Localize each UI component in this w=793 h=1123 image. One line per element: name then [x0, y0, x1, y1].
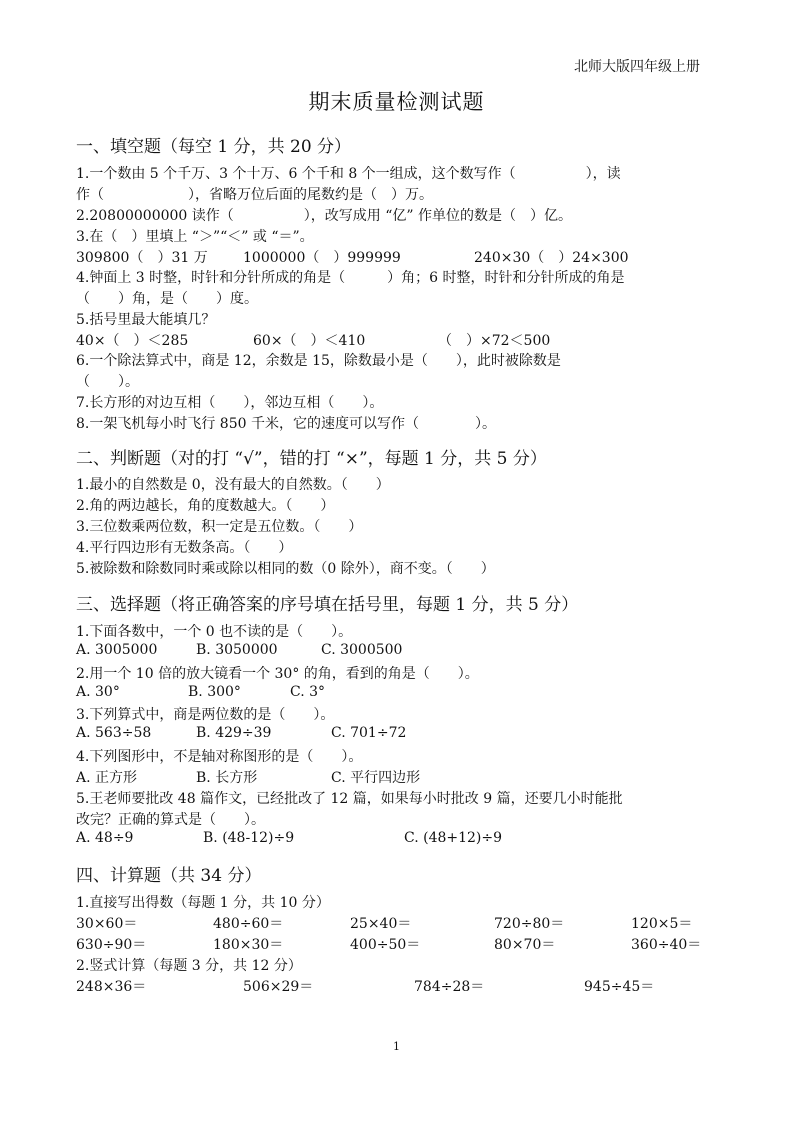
compare-item: 1000000（ ）999999: [243, 250, 401, 266]
option-b: B. 300°: [188, 684, 241, 700]
calc-item: 480÷60＝: [213, 916, 284, 932]
calc-item: 784÷28＝: [414, 979, 485, 995]
question-line: 7.长方形的对边互相（ ），邻边互相（ ）。: [76, 395, 384, 411]
question-stem: 4.下列图形中，不是轴对称图形的是（ ）。: [76, 749, 363, 765]
fill-item: 60×（ ）＜410: [253, 333, 366, 349]
option-c: C. (48+12)÷9: [404, 830, 503, 846]
fill-item: 40×（ ）＜285: [76, 333, 189, 349]
question-stem: 3.下列算式中，商是两位数的是（ ）。: [76, 707, 335, 723]
calc-item: 945÷45＝: [584, 979, 655, 995]
question-line: 6.一个除法算式中，商是 12，余数是 15，除数最小是（ ），此时被除数是: [76, 353, 561, 369]
option-b: B. 3050000: [196, 642, 278, 658]
question-line: 2.角的两边越长，角的度数越大。（ ）: [76, 498, 335, 514]
calc-item: 25×40＝: [350, 916, 412, 932]
question-stem: 改完？正确的算式是（ ）。: [76, 812, 265, 828]
calc-item: 400÷50＝: [350, 937, 421, 953]
question-line: 4.钟面上 3 时整，时针和分针所成的角是（ ）角；6 时整，时针和分针所成的角是: [76, 270, 625, 286]
calc-item: 630÷90＝: [76, 937, 147, 953]
question-line: 2.20800000000 读作（ ），改写成用 “亿” 作单位的数是（ ）亿。: [76, 208, 573, 224]
question-line: 4.平行四边形有无数条高。（ ）: [76, 540, 293, 556]
section-heading-fill-in: 一、填空题（每空 1 分，共 20 分）: [76, 137, 352, 157]
option-a: A. 563÷58: [76, 725, 152, 741]
edition-label: 北师大版四年级上册: [574, 59, 700, 75]
section-heading-choice: 三、选择题（将正确答案的序号填在括号里，每题 1 分，共 5 分）: [76, 595, 579, 615]
question-line: 3.在（ ）里填上 “＞”“＜” 或 “＝”。: [76, 229, 314, 245]
question-line: 1.最小的自然数是 0，没有最大的自然数。（ ）: [76, 477, 390, 493]
sub-heading: 1.直接写出得数（每题 1 分，共 10 分）: [76, 895, 330, 911]
page-title: 期末质量检测试题: [308, 90, 485, 114]
calc-item: 360÷40＝: [631, 937, 702, 953]
option-a: A. 正方形: [76, 770, 138, 786]
question-line: 5.被除数和除数同时乘或除以相同的数（0 除外），商不变。（ ）: [76, 561, 495, 577]
option-c: C. 701÷72: [331, 725, 407, 741]
compare-item: 240×30（ ）24×300: [474, 250, 629, 266]
calc-item: 80×70＝: [494, 937, 556, 953]
fill-item: （ ）×72＜500: [438, 333, 551, 349]
option-a: A. 30°: [76, 684, 120, 700]
option-c: C. 平行四边形: [331, 770, 421, 786]
calc-item: 180×30＝: [213, 937, 284, 953]
question-line: 3.三位数乘两位数，积一定是五位数。（ ）: [76, 519, 363, 535]
option-a: A. 48÷9: [76, 830, 134, 846]
option-b: B. (48-12)÷9: [203, 830, 295, 846]
question-line: （ ）角，是（ ）度。: [76, 291, 258, 307]
page-number: 1: [393, 1040, 400, 1053]
question-line: 8.一架飞机每小时飞行 850 千米，它的速度可以写作（ ）。: [76, 416, 496, 432]
question-line: 1.一个数由 5 个千万、3 个十万、6 个千和 8 个一组成，这个数写作（ ），读: [76, 166, 621, 182]
calc-item: 720÷80＝: [494, 916, 565, 932]
question-stem: 1.下面各数中，一个 0 也不读的是（ ）。: [76, 624, 353, 640]
sub-heading: 2.竖式计算（每题 3 分，共 12 分）: [76, 958, 302, 974]
option-b: B. 长方形: [196, 770, 258, 786]
question-line: （ ）。: [76, 374, 139, 390]
question-line: 作（ ），省略万位后面的尾数约是（ ）万。: [76, 187, 433, 203]
calc-item: 120×5＝: [631, 916, 693, 932]
option-c: C. 3°: [290, 684, 326, 700]
calc-item: 248×36＝: [76, 979, 147, 995]
option-a: A. 3005000: [76, 642, 158, 658]
calc-item: 30×60＝: [76, 916, 138, 932]
option-c: C. 3000500: [321, 642, 403, 658]
section-heading-true-false: 二、判断题（对的打 “√”，错的打 “×”，每题 1 分，共 5 分）: [76, 449, 547, 469]
question-line: 5.括号里最大能填几？: [76, 312, 216, 328]
option-b: B. 429÷39: [196, 725, 272, 741]
question-stem: 5.王老师要批改 48 篇作文，已经批改了 12 篇，如果每小时批改 9 篇，还要几小时能批: [76, 791, 623, 807]
section-heading-calculation: 四、计算题（共 34 分）: [76, 866, 262, 886]
question-stem: 2.用一个 10 倍的放大镜看一个 30° 的角，看到的角是（ ）。: [76, 666, 479, 682]
calc-item: 506×29＝: [243, 979, 314, 995]
compare-item: 309800（ ）31 万: [76, 250, 208, 266]
